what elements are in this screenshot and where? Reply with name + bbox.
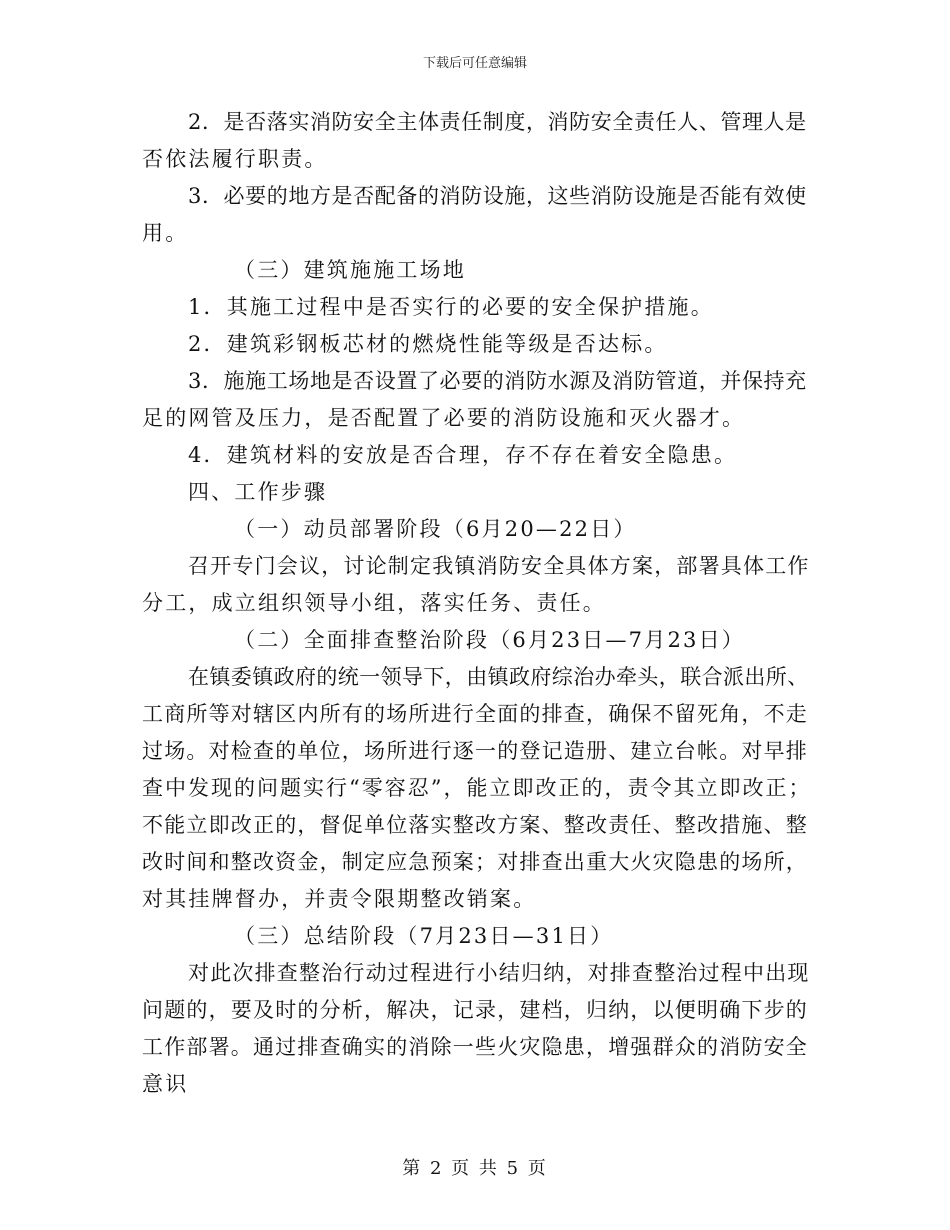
text-line: 过场。对检查的单位，场所进行逐一的登记造册、建立台帐。对早排: [142, 739, 808, 763]
text-line: 工作部署。通过排查确实的消除一些火灾隐患，增强群众的消防安全: [142, 1035, 808, 1059]
page-footer: 第 2 页 共 5 页: [402, 1158, 548, 1179]
text-line: 对其挂牌督办，并责令限期整改销案。: [142, 887, 537, 911]
text-line: 不能立即改正的，督促单位落实整改方案、整改责任、整改措施、整: [142, 813, 808, 837]
text-line: 3．施施工场地是否设置了必要的消防水源及消防管道，并保持充: [188, 369, 807, 393]
text-line: 四、工作步骤: [188, 480, 328, 504]
text-line: 足的网管及压力，是否配置了必要的消防设施和灭火器才。: [142, 406, 746, 430]
text-line: （一）动员部署阶段（6月20—22日）: [234, 517, 637, 541]
text-line: 召开专门会议，讨论制定我镇消防安全具体方案，部署具体工作: [188, 554, 810, 578]
text-line: 4．建筑材料的安放是否合理，存不存在着安全隐患。: [188, 443, 738, 467]
text-line: （三）建筑施施工场地: [234, 258, 466, 282]
text-line: 否依法履行职责。: [142, 147, 328, 171]
document-body: [142, 104, 812, 1103]
text-line: 在镇委镇政府的统一领导下，由镇政府综治办牵头，联合派出所、: [188, 665, 809, 689]
text-line: 2．是否落实消防安全主体责任制度，消防安全责任人、管理人是: [188, 110, 807, 134]
text-line: 2．建筑彩钢板芯材的燃烧性能等级是否达标。: [188, 332, 668, 356]
text-line: （二）全面排查整治阶段（6月23日—7月23日）: [234, 628, 745, 652]
text-line: 意识: [142, 1072, 189, 1096]
text-line: 用。: [142, 221, 189, 245]
text-line: 问题的，要及时的分析，解决，记录，建档，归纳，以便明确下步的: [142, 998, 808, 1022]
text-line: 工商所等对辖区内所有的场所进行全面的排查，确保不留死角，不走: [142, 702, 808, 726]
text-line: 查中发现的问题实行“零容忍”，能立即改正的，责令其立即改正；: [142, 776, 812, 800]
page-header: 下载后可任意编辑: [422, 56, 527, 71]
text-line: 1．其施工过程中是否实行的必要的安全保护措施。: [188, 295, 714, 319]
text-line: 改时间和整改资金，制定应急预案；对排查出重大火灾隐患的场所，: [142, 850, 808, 874]
text-line: （三）总结阶段（7月23日—31日）: [234, 924, 614, 948]
text-line: 3．必要的地方是否配备的消防设施，这些消防设施是否能有效使: [188, 184, 807, 208]
text-line: 对此次排查整治行动过程进行小结归纳，对排查整治过程中出现: [188, 961, 810, 985]
text-line: 分工，成立组织领导小组，落实任务、责任。: [142, 591, 606, 615]
